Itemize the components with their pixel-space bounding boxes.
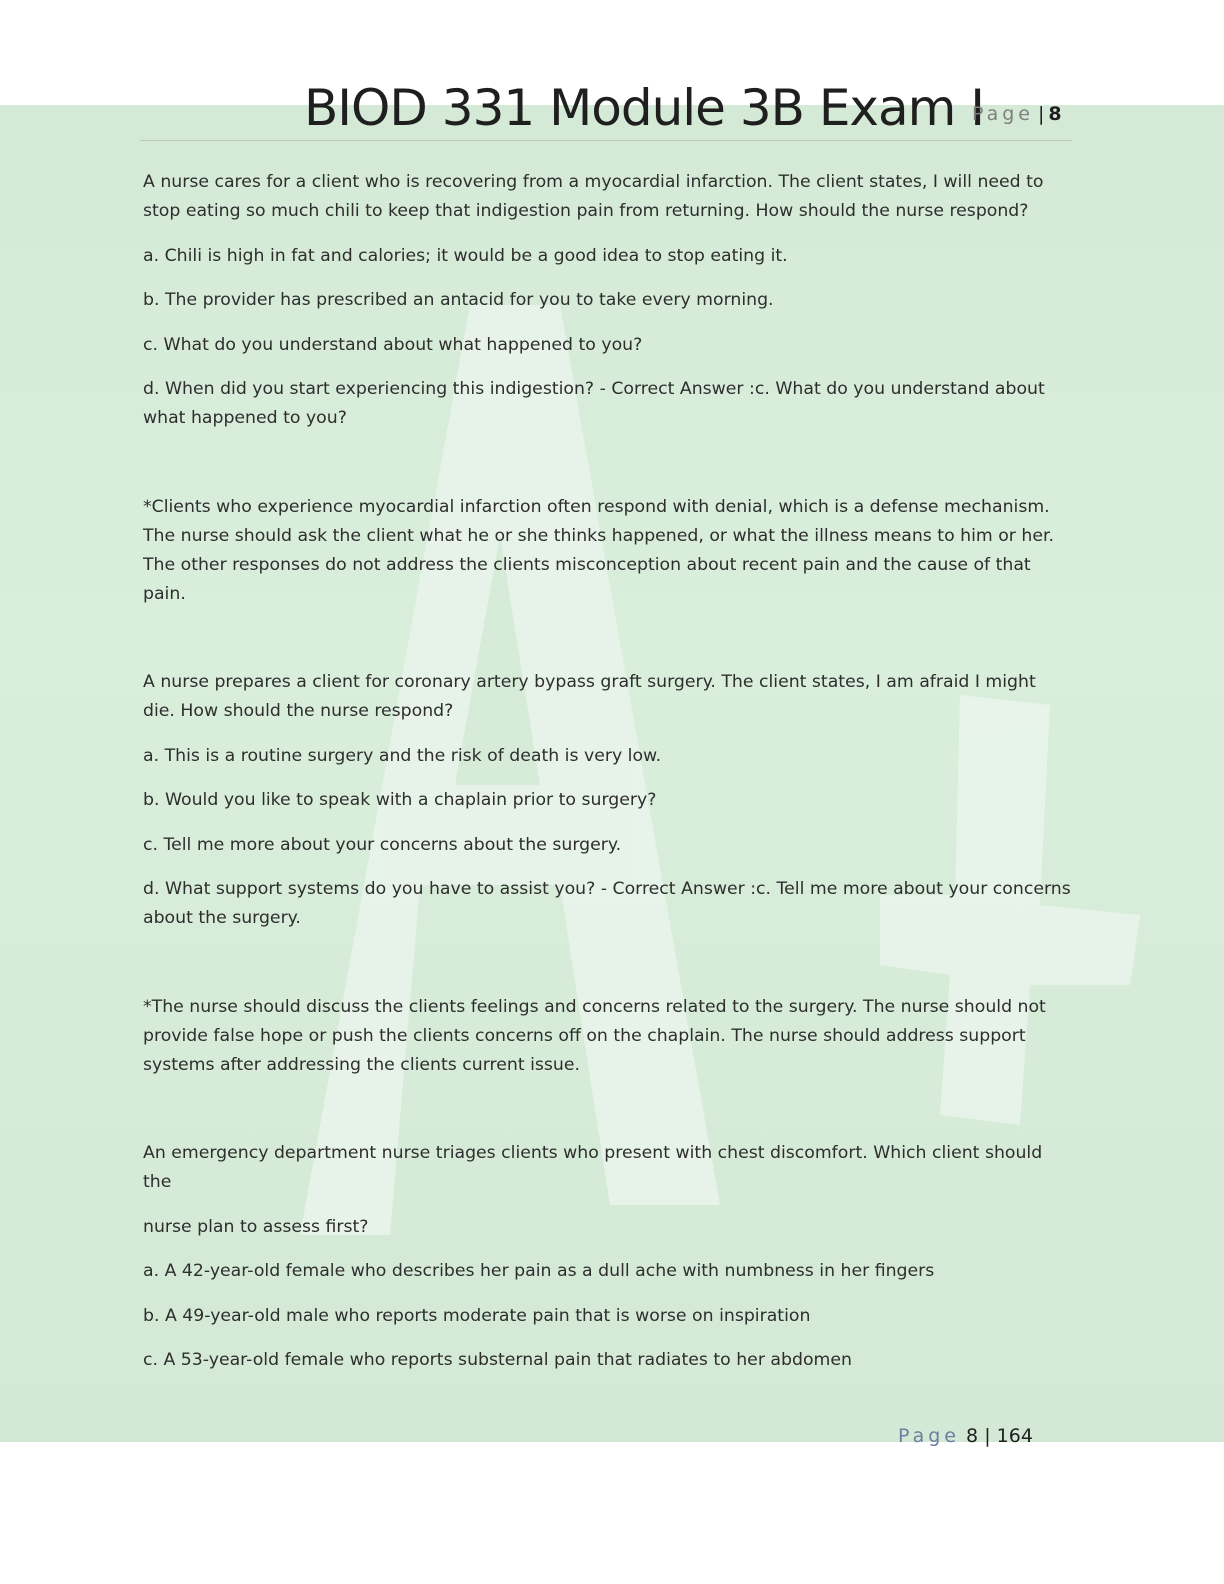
footer-page-word: Page <box>898 1425 960 1447</box>
footer-separator: | <box>984 1425 991 1447</box>
spacer <box>143 449 1073 493</box>
question-3-stem-continued: nurse plan to assess first? <box>143 1216 369 1237</box>
question-1-option-c: c. What do you understand about what happened to you? <box>143 334 643 355</box>
question-2-rationale: *The nurse should discuss the clients feelings and concerns related to the surgery. The nurse should not provide false hope or push the clients concerns off on the chaplain. The nurse should address support systems after addressing the clients current issue. <box>143 996 1046 1075</box>
question-3-option-c: c. A 53-year-old female who reports substernal pain that radiates to her abdomen <box>143 1350 852 1370</box>
page-footer <box>898 1425 1033 1447</box>
page-header <box>0 76 1224 140</box>
header-page-word: Page <box>972 103 1034 125</box>
question-1-option-d-answer: d. When did you start experiencing this indigestion? - Correct Answer :c. What do you understand about what happened to you? <box>143 379 1045 428</box>
question-2-option-c: c. Tell me more about your concerns about the surgery. <box>143 834 622 855</box>
question-1-option-a: a. Chili is high in fat and calories; it would be a good idea to stop eating it. <box>143 245 788 266</box>
spacer <box>143 949 1073 993</box>
question-2-option-d-answer: d. What support systems do you have to assist you? - Correct Answer :c. Tell me more about your concerns about the surgery. <box>143 879 1071 928</box>
document-body <box>143 168 1073 1391</box>
spacer <box>143 1095 1073 1139</box>
question-3-option-b: b. A 49-year-old male who reports moderate pain that is worse on inspiration <box>143 1305 811 1326</box>
question-3-stem: An emergency department nurse triages clients who present with chest discomfort. Which client should the <box>143 1143 1043 1192</box>
footer-total-pages: 164 <box>996 1425 1033 1447</box>
question-2-option-a: a. This is a routine surgery and the risk of death is very low. <box>143 745 662 766</box>
spacer <box>143 624 1073 668</box>
question-1-stem: A nurse cares for a client who is recovering from a myocardial infarction. The client states, I will need to stop eating so much chili to keep that indigestion pain from returning. How should the nurse respond? <box>143 172 1044 221</box>
header-page-indicator <box>972 103 1062 125</box>
question-2-stem: A nurse prepares a client for coronary artery bypass graft surgery. The client states, I am afraid I might die. How should the nurse respond? <box>143 672 1036 721</box>
header-divider <box>140 140 1072 141</box>
question-1-rationale: *Clients who experience myocardial infarction often respond with denial, which is a defense mechanism. The nurse should ask the client what he or she thinks happened, or what the illness means to him or her. The other responses do not address the clients misconception about recent pain and the cause of that pain. <box>143 496 1054 604</box>
question-2-option-b: b. Would you like to speak with a chaplain prior to surgery? <box>143 790 657 810</box>
question-3-option-a: a. A 42-year-old female who describes her pain as a dull ache with numbness in her fingers <box>143 1261 935 1281</box>
header-page-number: 8 <box>1048 103 1062 125</box>
question-1-option-b: b. The provider has prescribed an antacid for you to take every morning. <box>143 290 774 310</box>
document-title: BIOD 331 Module 3B Exam I <box>304 79 985 137</box>
header-page-separator: | <box>1038 103 1045 125</box>
footer-page-number: 8 <box>966 1425 979 1447</box>
